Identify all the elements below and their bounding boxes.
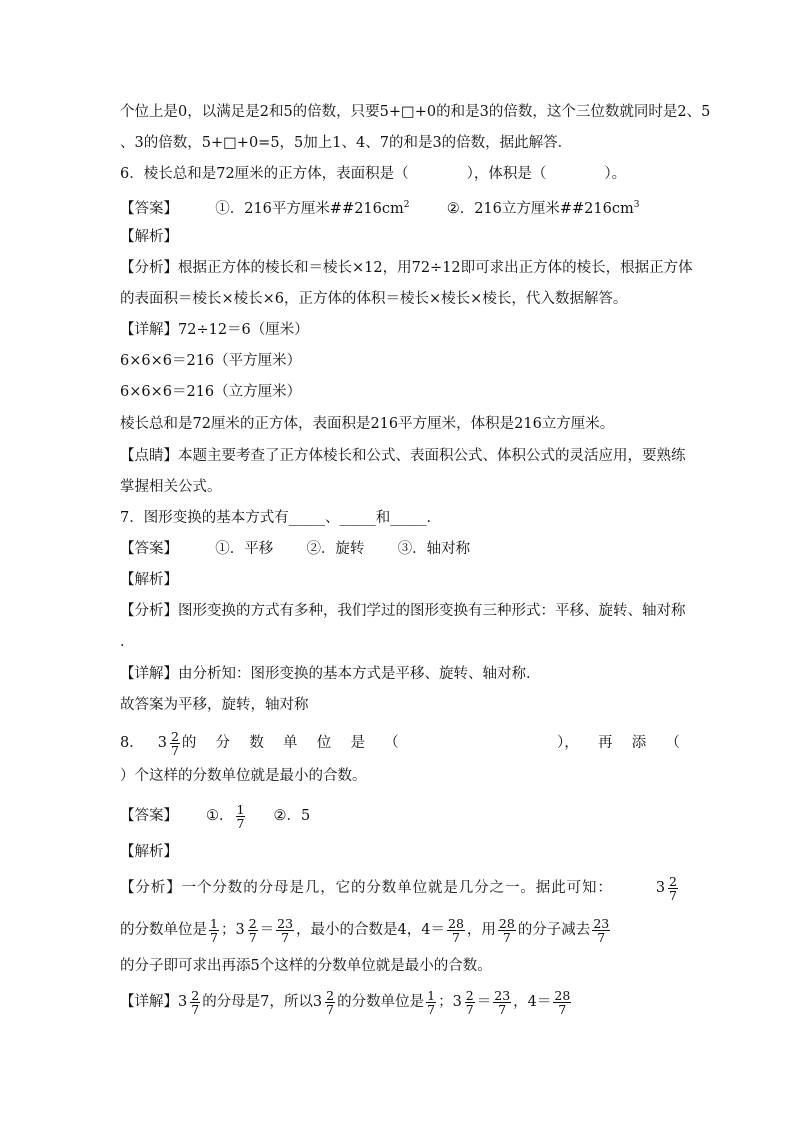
q8-analysis: 的分数单位是 $\frac{1}{7}$ ； 3 $\frac{2}{7}$ ＝ $\frac{23}{7}$ ，最小的合数是4，4＝ $\frac{28}{7}$ ，用 $\frac{28}{7}$ 的分子减去 $\frac{23}{7}$ [120, 912, 680, 948]
mixed-fraction-3-2-7: 3 $\frac{2}{7}$ [178, 987, 200, 1017]
q6-comment: 掌握相关公式。 [120, 479, 222, 495]
q6-detail: 棱长总和是72厘米的正方体，表面积是216平方厘米，体积是216立方厘米。 [120, 416, 615, 432]
q7-answer [120, 539, 680, 559]
answer-label: 【答案】 [120, 808, 178, 824]
question-6: 6．棱长总和是72厘米的正方体，表面积是（ ），体积是（ ）。 [120, 166, 627, 182]
q6-analysis: 【分析】根据正方体的棱长和＝棱长×12，用72÷12即可求出正方体的棱长，根据正方体 [120, 260, 693, 276]
q8-stem-start: 8． 3 $\frac{2}{7}$ 的 [120, 728, 197, 758]
answer-item: ②．5 [273, 808, 311, 824]
q8-analysis: 的分子即可求出再添5个这样的分数单位就是最小的合数。 [120, 958, 492, 974]
question-8 [120, 728, 680, 758]
q6-comment: 【点睛】本题主要考查了正方体棱长和公式、表面积公式、体积公式的灵活应用，要熟练 [120, 448, 686, 464]
q8-char: 位 [316, 735, 332, 751]
text-line: 个位上是0，以满足是2和5的倍数，只要5+□+0的和是3的倍数，这个三位数就同时是2、5 [120, 104, 711, 120]
text-line: 、3的倍数，5+□+0=5，5加上1、4、7的和是3的倍数，据此解答． [120, 135, 573, 151]
q8-char: （ [665, 735, 680, 751]
q6-analysis: 的表面积＝棱长×棱长×6，正方体的体积＝棱长×棱长×棱长，代入数据解答。 [120, 291, 628, 307]
q7-analysis: 【分析】图形变换的方式有多种，我们学过的图形变换有三种形式：平移、旋转、轴对称 [120, 603, 686, 619]
q8-char: ）， [557, 735, 579, 751]
q6-detail: 6×6×6＝216（立方厘米） [120, 384, 302, 400]
q7-detail: 【详解】由分析知：图形变换的基本方式是平移、旋转、轴对称． [120, 666, 541, 682]
mixed-fraction-3-2-7: 3 $\frac{2}{7}$ [235, 915, 257, 945]
mixed-fraction-3-2-7: 3 $\frac{2}{7}$ [655, 873, 677, 903]
q8-char: （ [384, 735, 399, 751]
answer-item: ①． [206, 808, 234, 824]
q8-char: 数 [249, 735, 264, 751]
mixed-fraction-3-2-7: 3 $\frac{2}{7}$ [312, 987, 335, 1017]
question-8-line2: ）个这样的分数单位就是最小的合数。 [120, 768, 367, 784]
q8-char: 再 [598, 735, 613, 751]
answer-item: ①．216平方厘米##216cm [215, 200, 404, 217]
q6-detail: 【详解】72÷12＝6（厘米） [120, 322, 309, 338]
analysis-label: 【解析】 [120, 844, 178, 860]
q8-char: 是 [350, 735, 365, 751]
analysis-label: 【解析】 [120, 572, 178, 588]
q8-char: 分 [215, 735, 231, 751]
mixed-fraction-3-2-7: 3 $\frac{2}{7}$ [157, 728, 179, 758]
answer-item: ②．旋转 [306, 541, 365, 557]
q8-char: 添 [631, 735, 647, 751]
mixed-fraction-3-2-7: 3 $\frac{2}{7}$ [452, 987, 474, 1017]
answer-item: ③．轴对称 [397, 541, 471, 557]
q6-detail: 6×6×6＝216（平方厘米） [120, 353, 302, 369]
question-7: 7．图形变换的基本方式有_____、_____和_____． [120, 510, 441, 526]
answer-item: ①．平移 [215, 541, 274, 557]
answer-label: 【答案】 [120, 541, 178, 557]
question-number: 8． [120, 735, 144, 751]
q7-analysis: ． [120, 634, 135, 650]
q8-detail: 【详解】 3 $\frac{2}{7}$ 的分母是7，所以 3 $\frac{2}{7}$ 的分数单位是 $\frac{1}{7}$ ； 3 $\frac{2}{7}$ ＝ $\frac{23}{7}$ ，4＝ $\frac{28}{7}$ [120, 984, 680, 1020]
superscript: 3 [633, 200, 640, 210]
q8-analysis: 【分析】一个分数的分母是几，它的分数单位就是几分之一。据此可知： 3 $\frac{2}{7}$ [120, 870, 680, 906]
answer-item: ②．216立方厘米##216cm [446, 200, 634, 217]
fraction-1-7: $\frac{1}{7}$ [236, 801, 245, 831]
superscript: 2 [403, 200, 410, 210]
q7-detail: 故答案为平移，旋转，轴对称 [120, 697, 309, 713]
analysis-label: 【解析】 [120, 229, 178, 245]
q8-char: 单 [283, 735, 298, 751]
q6-answer [120, 195, 680, 215]
answer-label: 【答案】 [120, 200, 178, 217]
q8-answer [120, 798, 680, 834]
